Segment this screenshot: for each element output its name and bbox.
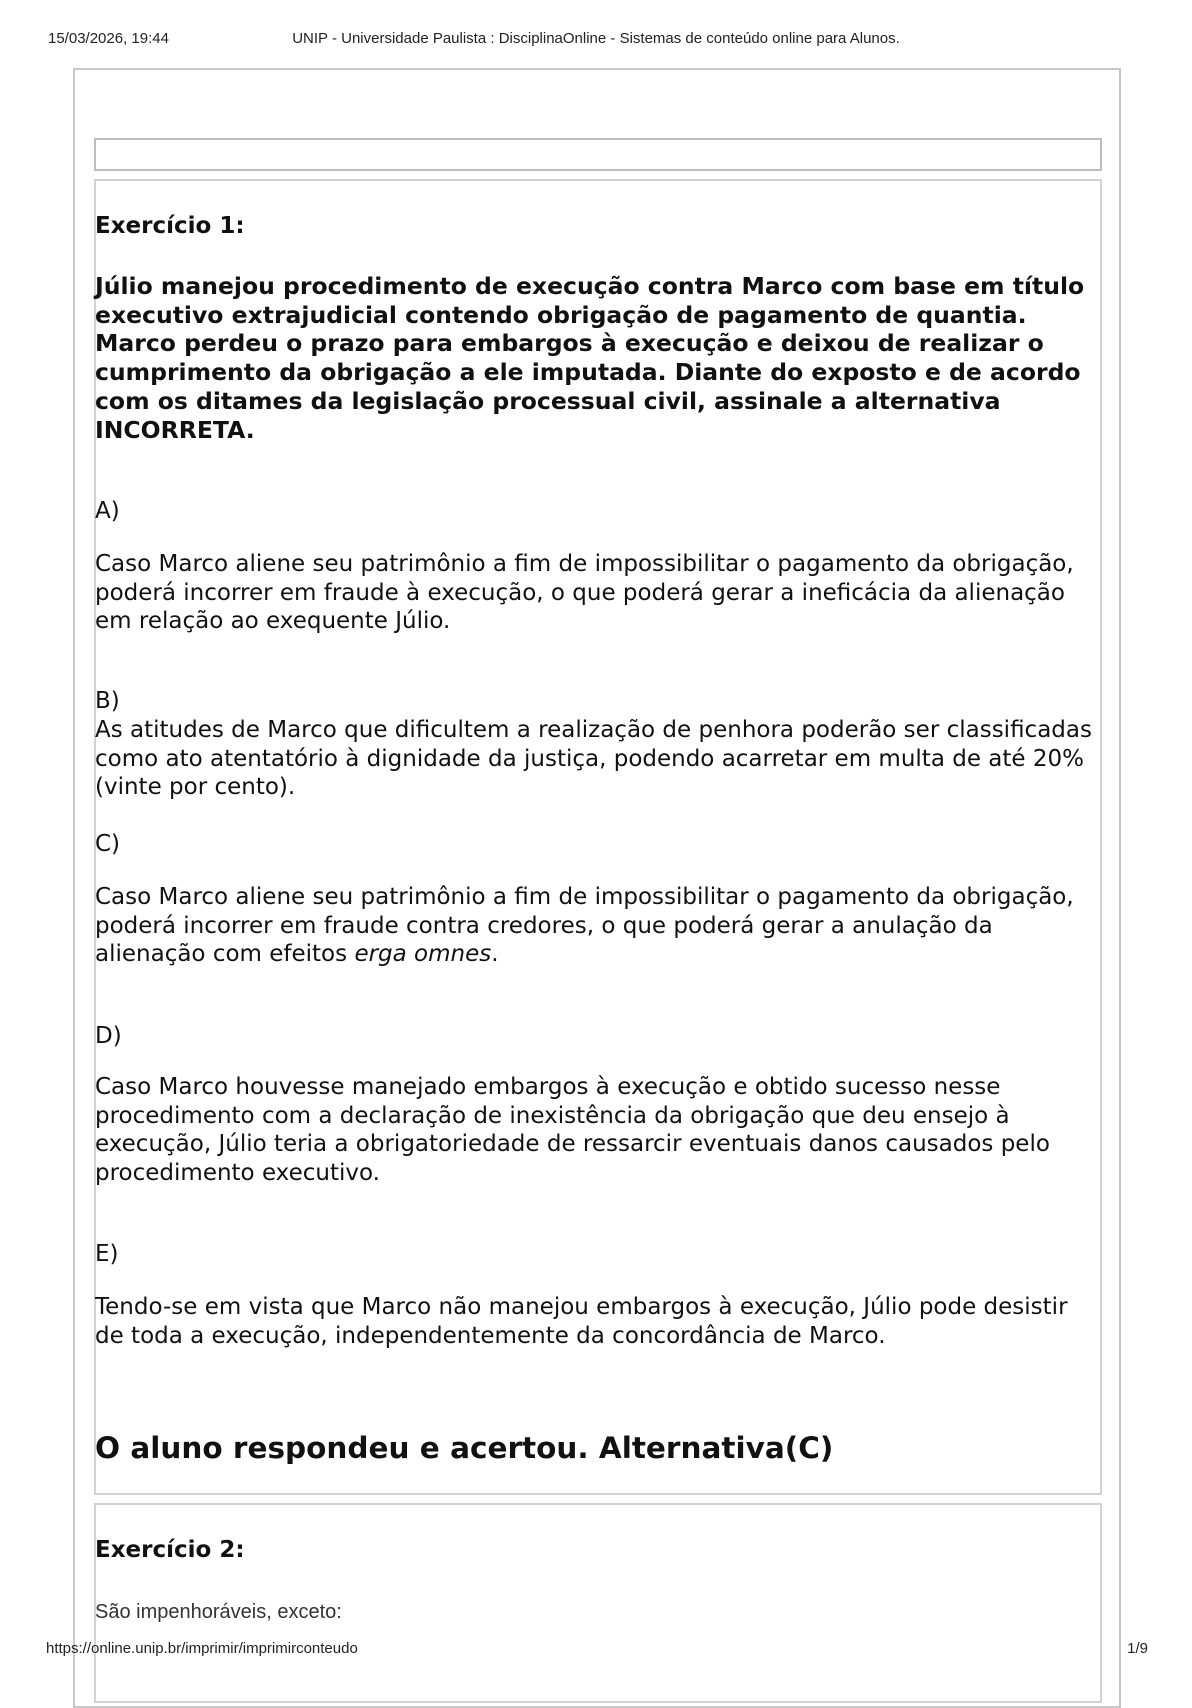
option-e-label: E)	[95, 1241, 119, 1267]
answer-result: O aluno respondeu e acertou. Alternativa(C)	[95, 1431, 834, 1465]
option-c-label: C)	[95, 831, 121, 857]
exercise-1-question: Júlio manejou procedimento de execução contra Marco com base em título executivo extrajudicial contendo obrigação de pagamento de quantia. Marco perdeu o prazo para embargos à execução e deixou de realizar o cumprimento da obrigação a ele imputada. Diante do exposto e de acordo com os ditames da legislação processual civil, assinale a alternativa INCORRETA.	[95, 272, 1085, 444]
option-c-text-main: Caso Marco aliene seu patrimônio a fim de impossibilitar o pagamento da obrigação, poderá incorrer em fraude contra credores, o que poderá gerar a anulação da alienação com efeitos	[95, 884, 1074, 967]
option-b-label: B)	[95, 688, 120, 714]
option-b-text: As atitudes de Marco que dificultem a realização de penhora poderão ser classificadas como ato atentatório à dignidade da justiça, podendo acarretar em multa de até 20% (vinte por cento).	[95, 717, 1092, 800]
empty-header-box	[94, 138, 1102, 171]
exercise-2-question: São impenhoráveis, exceto:	[95, 1601, 342, 1623]
page-number: 1/9	[1127, 1640, 1148, 1657]
option-c-text-italic: erga omnes	[354, 941, 492, 967]
option-c-text-end: .	[491, 941, 499, 967]
exercise-1-title: Exercício 1:	[95, 213, 245, 239]
print-page-title: UNIP - Universidade Paulista : DisciplinaOnline - Sistemas de conteúdo online para Alunos.	[292, 30, 900, 47]
print-url: https://online.unip.br/imprimir/imprimirconteudo	[46, 1640, 358, 1657]
print-datetime: 15/03/2026, 19:44	[48, 30, 169, 47]
option-c-text	[95, 883, 1100, 969]
option-d-label: D)	[95, 1023, 122, 1049]
option-d-text: Caso Marco houvesse manejado embargos à execução e obtido sucesso nesse procedimento com a declaração de inexistência da obrigação que deu ensejo à execução, Júlio teria a obrigatoriedade de ressarcir eventuais danos causados pelo procedimento executivo.	[95, 1074, 1050, 1186]
option-a-text: Caso Marco aliene seu patrimônio a fim de impossibilitar o pagamento da obrigação, poderá incorrer em fraude à execução, o que poderá gerar a ineficácia da alienação em relação ao exequente Júlio.	[95, 551, 1074, 634]
exercise-2-title: Exercício 2:	[95, 1537, 245, 1563]
option-a-label: A)	[95, 498, 120, 524]
option-e-text: Tendo-se em vista que Marco não manejou embargos à execução, Júlio pode desistir de toda a execução, independentemente da concordância de Marco.	[95, 1294, 1068, 1349]
